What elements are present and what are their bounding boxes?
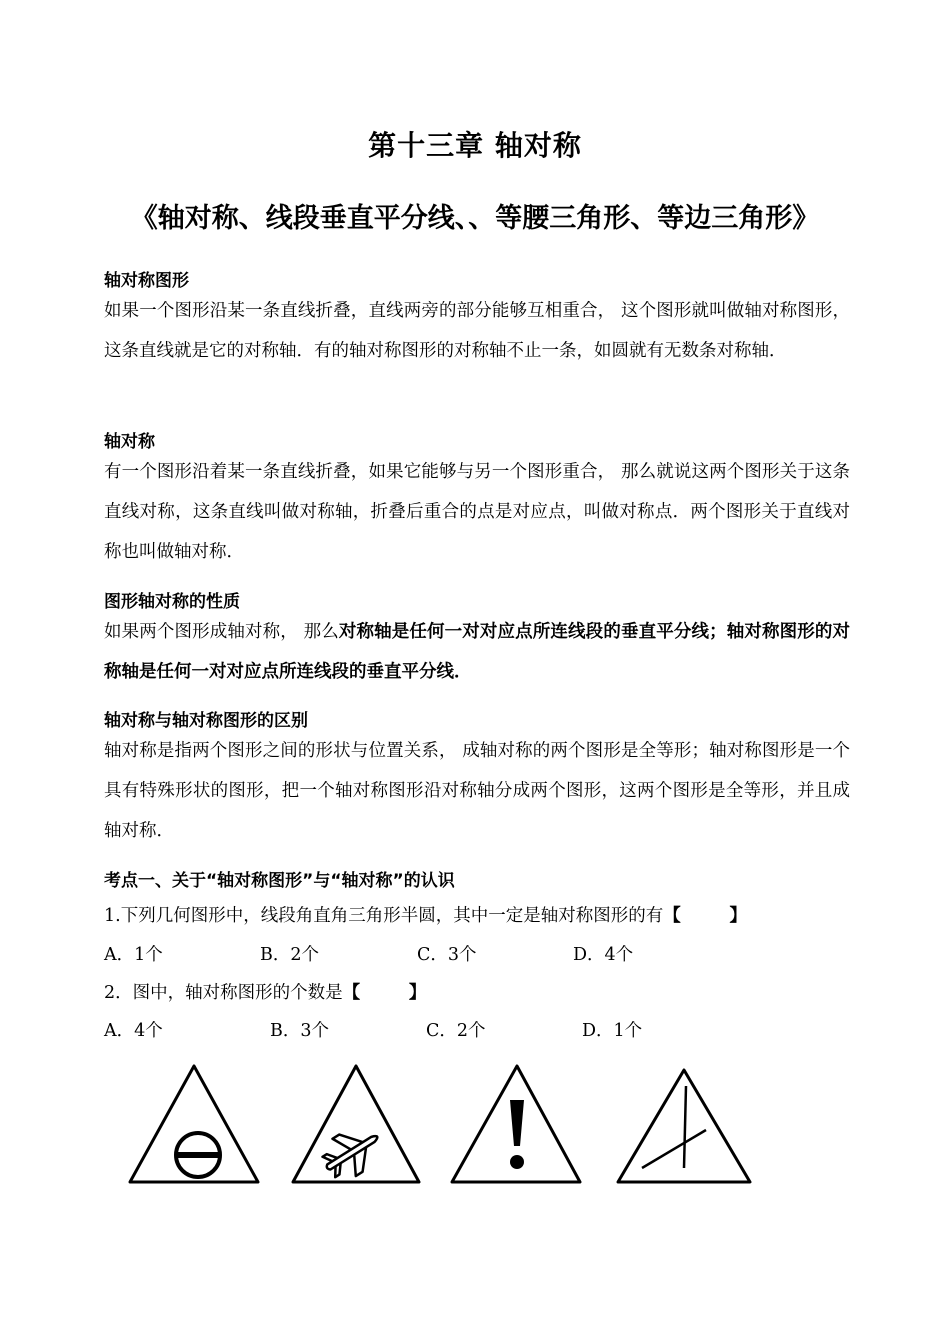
section-heading-axial-symmetric-figure: 轴对称图形 <box>104 271 189 291</box>
section-heading-properties: 图形轴对称的性质 <box>104 592 240 612</box>
section-heading-difference: 轴对称与轴对称图形的区别 <box>104 711 308 731</box>
question-1-option-a: A．1个 <box>104 945 163 965</box>
section-heading-axial-symmetry: 轴对称 <box>104 432 155 452</box>
question-2-option-d: D．1个 <box>582 1021 643 1041</box>
question-2 <box>104 979 426 1004</box>
crossed-lines-sign-icon <box>618 1070 750 1182</box>
question-1-option-c: C．3个 <box>417 945 477 965</box>
question-2-option-c: C．2个 <box>426 1021 486 1041</box>
section-text-axial-symmetric-figure: 如果一个图形沿某一条直线折叠，直线两旁的部分能够互相重合， 这个图形就叫做轴对称图形，这条直线就是它的对称轴．有的轴对称图形的对称轴不止一条，如圆就有无数条对称轴． <box>104 301 850 361</box>
circle-minus-sign-icon <box>130 1066 258 1182</box>
question-2-answer-bracket: 【 】 <box>342 983 427 1003</box>
properties-plain-text: 如果两个图形成轴对称， 那么 <box>104 622 339 642</box>
warning-signs-figure <box>120 1058 760 1193</box>
question-1-answer-bracket: 【 】 <box>663 906 747 926</box>
lesson-subtitle: 《轴对称、线段垂直平分线、、等腰三角形、等边三角形》 <box>130 203 820 234</box>
question-1 <box>104 902 747 927</box>
airplane-sign-icon <box>293 1066 419 1187</box>
section-text-properties <box>104 612 850 692</box>
properties-bold-text: 对称轴是任何一对对应点所连线段的垂直平分线；轴对称图形的对称轴是任何一对对应点所连线段的垂直平分线． <box>104 622 850 682</box>
exclamation-sign-icon <box>452 1066 580 1182</box>
topic-heading: 考点一、关于“轴对称图形”与“轴对称”的认识 <box>104 871 455 891</box>
question-2-option-a: A．4个 <box>104 1021 163 1041</box>
question-2-option-b: B．3个 <box>270 1021 329 1041</box>
section-text-difference: 轴对称是指两个图形之间的形状与位置关系， 成轴对称的两个图形是全等形；轴对称图形是一个具有特殊形状的图形，把一个轴对称图形沿对称轴分成两个图形，这两个图形是全等形，并且成轴对称． <box>104 741 850 841</box>
question-1-option-b: B．2个 <box>260 945 319 965</box>
question-2-stem: 2．图中，轴对称图形的个数是 <box>104 983 343 1003</box>
chapter-title: 第十三章 轴对称 <box>368 129 582 162</box>
question-1-stem: 1.下列几何图形中，线段角直角三角形半圆，其中一定是轴对称图形的有 <box>104 906 664 926</box>
question-1-option-d: D．4个 <box>573 945 634 965</box>
section-text-axial-symmetry: 有一个图形沿着某一条直线折叠，如果它能够与另一个图形重合， 那么就说这两个图形关于这条直线对称，这条直线叫做对称轴，折叠后重合的点是对应点，叫做对称点．两个图形关于直线对称也叫做轴对称． <box>104 462 850 562</box>
